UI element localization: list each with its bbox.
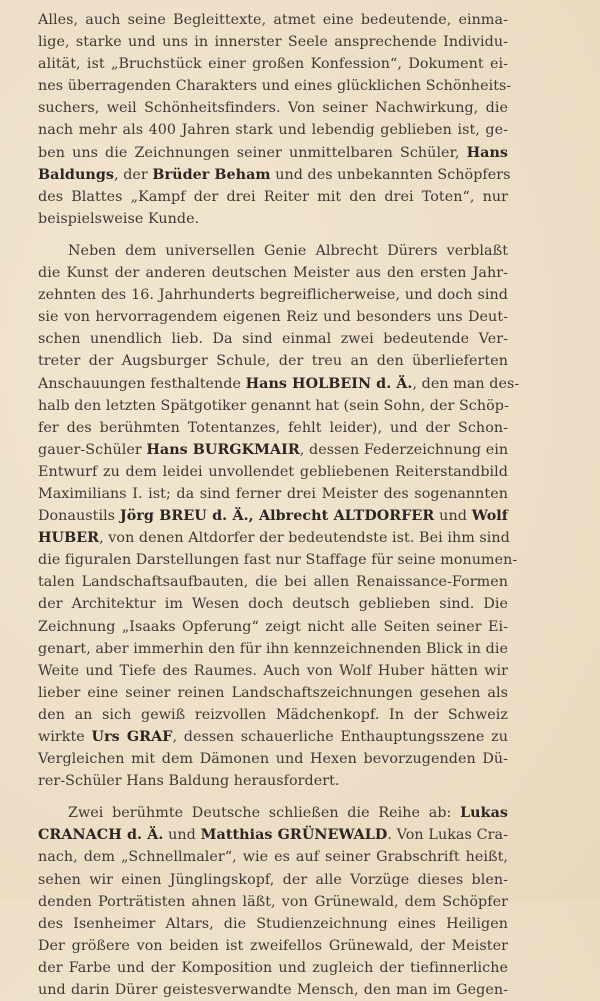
text-line: Zwei berühmte Deutsche schließen die Reihe ab: Lukas [68,805,508,822]
text-line: den an sich gewiß reizvollen Mädchenkopf. In der Schweiz [38,706,508,723]
text-line: des Blattes „Kampf der drei Reiter mit den drei Toten“, nur [38,188,508,205]
text-line: Donaustils Jörg BREU d. Ä., Albrecht ALTDORFER und Wolf [38,508,508,525]
text-line: fer des berühmten Totentanzes, fehlt leider), und der Schon- [38,419,508,436]
text-line: Anschauungen festhaltende Hans HOLBEIN d. Ä., den man des- [38,375,520,392]
text-line: nes überragenden Charakters und eines glücklichen Schönheits- [38,78,512,95]
text-line: treter der Augsburger Schule, der treu an den überlieferten [38,353,508,370]
text-line: lige, starke und uns in innerster Seele ansprechende Individu- [38,34,508,51]
text-line: HUBER, von denen Altdorfer der bedeutendste ist. Bei ihm sind [38,530,510,547]
text-line: Zeichnung „Isaaks Opferung“ zeigt nicht alle Seiten seiner Ei- [38,618,508,635]
paragraph [38,240,520,792]
text-line: alität, ist „Bruchstück einer großen Konfession“, Dokument ei- [38,56,508,73]
text-line: sehen wir einen Jünglingskopf, der alle Vorzüge dieses blen- [38,871,508,888]
text-line: ben uns die Zeichnungen seiner unmittelbaren Schüler, Hans [38,144,508,161]
text-line: des Isenheimer Altars, die Studienzeichnung eines Heiligen [38,915,508,932]
text-line: Vergleichen mit dem Dämonen und Hexen bevorzugenden Dü- [38,751,508,768]
book-page-text [38,9,520,1001]
paragraph [38,9,512,230]
text-line: Der größere von beiden ist zweifellos Grünewald, der Meister [38,937,508,954]
text-line: die Kunst der anderen deutschen Meister aus den ersten Jahr- [38,265,508,282]
text-line: halb den letzten Spätgotiker genannt hat (sein Sohn, der Schöp- [38,397,509,414]
paragraph-gap [38,230,508,240]
text-line: talen Landschaftsaufbauten, die bei allen Renaissance-Formen [38,574,508,591]
text-line: suchers, weil Schönheitsfinders. Von seiner Nachwirkung, die [38,100,508,117]
text-line: nach mehr als 400 Jahren stark und lebendig geblieben ist, ge- [38,122,508,139]
text-line: zehnten des 16. Jahrhunderts begreiflicherweise, und doch sind [38,287,508,304]
text-line: CRANACH d. Ä. und Matthias GRÜNEWALD. Von Lukas Cra- [38,827,508,844]
text-line: Weite und Tiefe des Raumes. Auch von Wolf Huber hätten wir [38,662,508,679]
text-line: gauer-Schüler Hans BURGKMAIR, dessen Federzeichnung ein [38,441,509,458]
text-line: wirkte Urs GRAF, dessen schauerliche Enthauptungsszene zu [38,729,508,745]
text-line: Neben dem universellen Genie Albrecht Dürers verblaßt [68,242,508,259]
text-line: Alles, auch seine Begleittexte, atmet eine bedeutende, einma- [38,12,508,28]
text-line: der Architektur im Wesen doch deutsch geblieben sind. Die [38,596,508,613]
text-line: und darin Dürer geistesverwandte Mensch, den man im Gegen- [38,982,508,999]
text-line: beispielsweise Kunde. [38,210,200,227]
text-line: schen unendlich lieb. Da sind einmal zwei bedeutende Ver- [38,331,508,348]
text-line: Baldungs, der Brüder Beham und des unbekannten Schöpfers [38,166,511,183]
text-line: denden Porträtisten ahnen läßt, von Grünewald, dem Schöpfer [38,893,508,910]
text-line: der Farbe und der Komposition und zugleich der tiefinnerliche [38,959,508,976]
text-line: sie von hervorragendem eigenen Reiz und besonders uns Deut- [38,309,508,326]
text-line: Entwurf zu dem leidei unvollendet gebliebenen Reiterstandbild [38,463,508,480]
text-line: die figuralen Darstellungen fast nur Staffage für seine monumen- [38,552,518,569]
paragraph-gap [38,792,508,802]
text-line: genart, aber immerhin den für ihn kennzeichnenden Blick in die [38,640,508,657]
text-line: nach, dem „Schnellmaler“, wie es auf seiner Grabschrift heißt, [38,849,508,866]
text-line: Maximilians I. ist; da sind ferner drei Meister des sogenannten [38,485,508,502]
text-line: lieber eine seiner reinen Landschaftszeichnungen gesehen als [38,684,508,701]
text-line: rer-Schüler Hans Baldung herausfordert. [38,773,340,790]
paragraph [38,802,508,1001]
